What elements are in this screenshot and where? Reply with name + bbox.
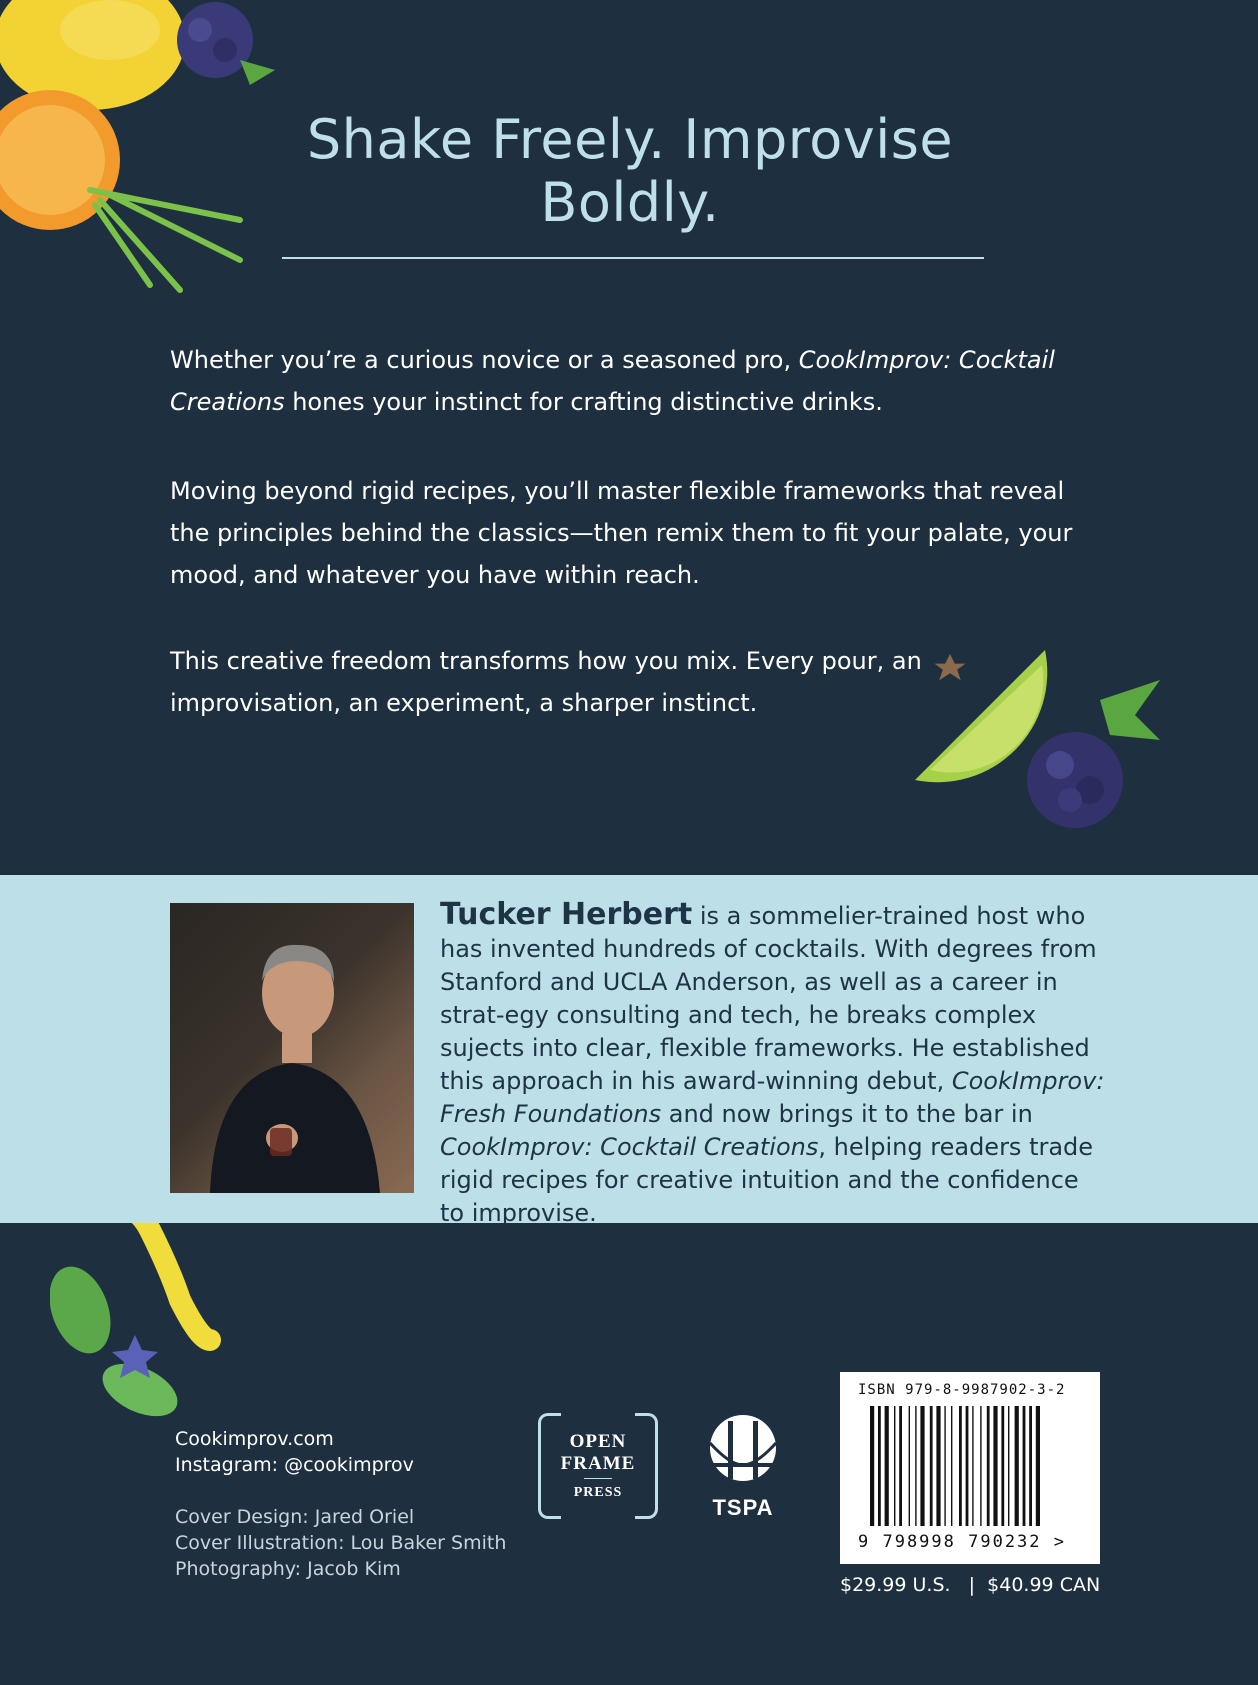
credits [175,1426,535,1582]
isbn-label: ISBN 979-8-9987902-3-2 [858,1382,1066,1398]
author-bio-text: is a sommelier-trained host who has invented hundreds of cocktails. With degrees from Stanford and UCLA Anderson, as well as a career in strat-egy consulting and tech, he breaks complex sujects into clear, flexible frameworks. He established this approach in his award-winning debut, [440,902,1097,1095]
author-bio-text: and now brings it to the bar in [661,1100,1033,1128]
instagram-handle[interactable]: Instagram: @cookimprov [175,1454,414,1476]
author-name: Tucker Herbert [440,897,693,932]
description-text: Whether you’re a curious novice or a seasoned pro, [170,346,799,374]
barcode-digits: 9 798998 790232 > [858,1532,1066,1552]
headline-divider [282,257,984,259]
tspa-label: TSPA [712,1495,774,1520]
tspa-logo [708,1413,778,1523]
description-text: hones your instinct for crafting distinctive drinks. [284,388,883,416]
description-paragraph-1 [170,339,1110,423]
book-title: CookImprov: Cocktail Creations [440,1133,819,1161]
description-paragraph-3: This creative freedom transforms how you mix. Every pour, an improvisation, an experiment, a sharper instinct. [170,647,922,717]
description-paragraph-2: Moving beyond rigid recipes, you’ll master flexible frameworks that reveal the principles behind the classics—then remix them to fit your palate, your mood, and whatever you have within reach. [170,477,1073,589]
logo-text: PRESS [573,1485,623,1500]
price: $29.99 U.S. | $40.99 CAN [840,1574,1101,1596]
cover-design-credit: Cover Design: Jared Oriel [175,1506,415,1528]
bridge-icon [708,1413,778,1489]
author-photo [170,903,414,1193]
headline: Shake Freely. Improvise Boldly. [306,108,954,234]
logo-text: OPEN [569,1431,627,1452]
cover-illustration-credit: Cover Illustration: Lou Baker Smith [175,1532,507,1554]
photography-credit: Photography: Jacob Kim [175,1558,401,1580]
logo-text: FRAME [560,1453,636,1474]
book-title: CookImprov: Fresh Foundations [440,1067,1105,1128]
open-frame-press-logo [538,1413,658,1519]
author-bio-text: , helping readers trade rigid recipes for creative intuition and the confidence to improvise. [440,1133,1094,1227]
author-bio [440,898,1108,1230]
book-title: CookImprov: Cocktail Creations [170,346,1055,416]
lemon-peel-mint-illustration [50,1190,230,1430]
isbn-barcode [840,1372,1100,1564]
website-link[interactable]: Cookimprov.com [175,1428,334,1450]
barcode-bars [870,1406,1090,1526]
